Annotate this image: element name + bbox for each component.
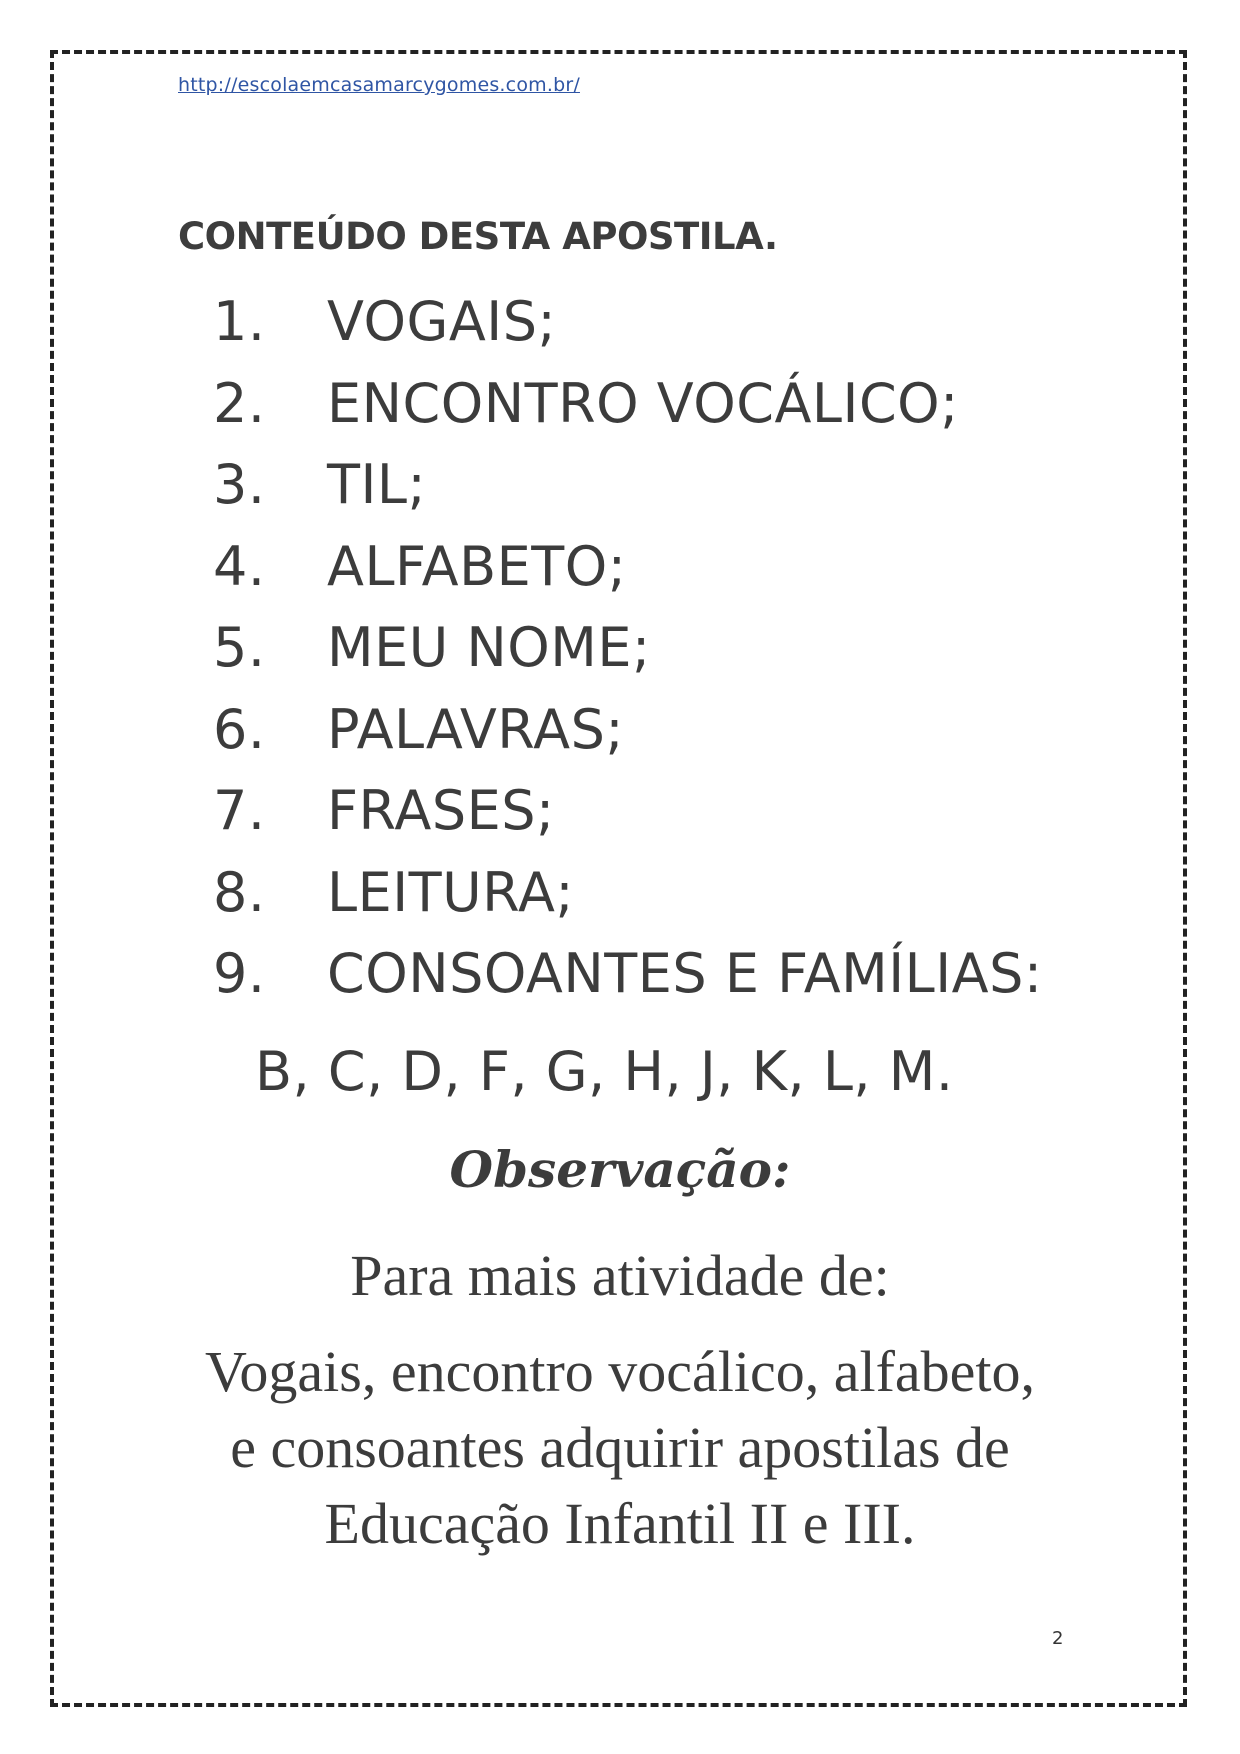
list-item bbox=[0, 779, 1240, 861]
list-item-text: PALAVRAS; bbox=[327, 697, 625, 761]
page-number: 2 bbox=[1052, 1628, 1064, 1649]
list-item bbox=[0, 942, 1240, 1024]
list-item-number: 1. bbox=[213, 290, 266, 353]
observation-line: Para mais atividade de: bbox=[350, 1243, 890, 1308]
list-item-number: 6. bbox=[213, 697, 266, 761]
list-item bbox=[0, 616, 1240, 698]
list-item-number: 8. bbox=[213, 860, 266, 924]
list-item-text: LEITURA; bbox=[327, 860, 575, 924]
content-list bbox=[0, 290, 1240, 1024]
list-item-number: 5. bbox=[213, 616, 266, 679]
list-item bbox=[0, 372, 1240, 454]
list-item-number: 2. bbox=[213, 371, 266, 435]
list-item-text: ALFABETO; bbox=[327, 534, 627, 598]
list-item-number: 4. bbox=[213, 534, 266, 598]
observation-line: Vogais, encontro vocálico, alfabeto, bbox=[205, 1339, 1035, 1404]
list-item bbox=[0, 453, 1240, 535]
list-item-text: TIL; bbox=[327, 453, 427, 516]
list-item-number: 3. bbox=[213, 453, 266, 516]
page-heading: CONTEÚDO DESTA APOSTILA. bbox=[178, 215, 778, 258]
list-item-text: ENCONTRO VOCÁLICO; bbox=[327, 371, 959, 435]
list-item bbox=[0, 535, 1240, 617]
list-item-text: MEU NOME; bbox=[327, 616, 651, 679]
list-item-text: VOGAIS; bbox=[327, 290, 557, 353]
list-item-text: CONSOANTES E FAMÍLIAS: bbox=[327, 942, 1043, 1005]
observation-line: e consoantes adquirir apostilas de bbox=[230, 1415, 1010, 1480]
list-item-number: 9. bbox=[213, 942, 266, 1005]
list-item-number: 7. bbox=[213, 779, 266, 842]
consonant-letters: B, C, D, F, G, H, J, K, L, M. bbox=[255, 1040, 954, 1103]
list-item bbox=[0, 698, 1240, 780]
observation-line: Educação Infantil II e III. bbox=[324, 1491, 916, 1556]
list-item-text: FRASES; bbox=[327, 779, 555, 842]
list-item bbox=[0, 861, 1240, 943]
observation-title: Observação: bbox=[449, 1140, 791, 1199]
site-link[interactable]: http://escolaemcasamarcygomes.com.br/ bbox=[178, 74, 580, 96]
list-item bbox=[0, 290, 1240, 372]
